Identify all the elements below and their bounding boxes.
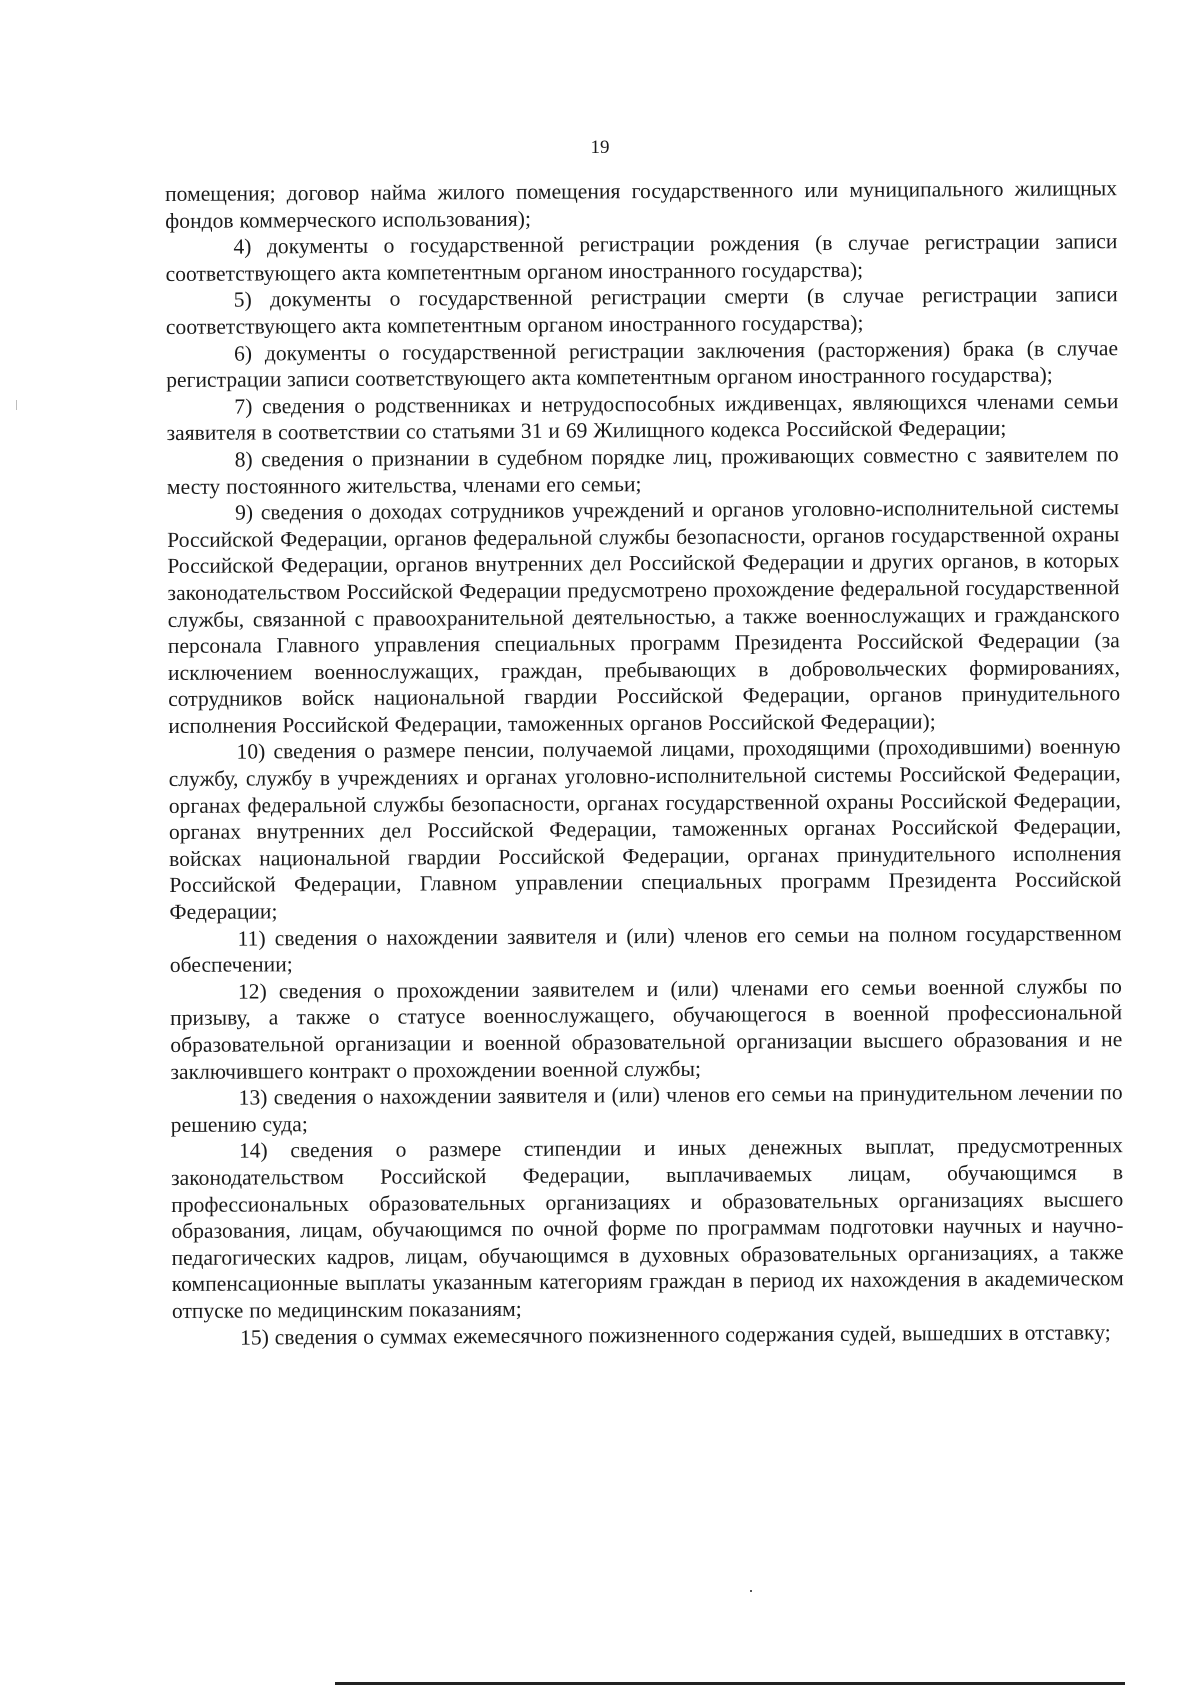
scan-artifact-dot	[750, 1590, 752, 1592]
list-item-6: 6) документы о государственной регистрации заключения (расторжения) брака (в случае регистрации записи соответствующего акта компетентным органом иностранного государства);	[166, 335, 1119, 393]
list-item-10: 10) сведения о размере пенсии, получаемой лицами, проходящими (проходившими) военную службу, службу в учреждениях и органах уголовно-исполнительной системы Российской Федерации, органах федеральной службы безопасности, органах государственной охраны Российской Федерации, органах внутренних дел Российской Федерации, таможенных органах Российской Федерации, войсках национальной гвардии Российской Федерации, органах принудительного исполнения Российской Федерации, Главном управлении специальных программ Президента Российской Федерации;	[168, 734, 1122, 925]
list-item-14: 14) сведения о размере стипендии и иных денежных выплат, предусмотренных законодательством Российской Федерации, выплачиваемых лицам, обучающимся в профессиональных образовательных организациях и образовательных организациях высшего образования, лицам, обучающимся по очной форме по программам подготовки научных и научно-педагогических кадров, лицам, обучающимся в духовных образовательных организациях, а также компенсационные выплаты указанным категориям граждан в период их нахождения в академическом отпуске по медицинским показаниям;	[171, 1133, 1124, 1323]
list-item-8: 8) сведения о признании в судебном порядке лиц, проживающих совместно с заявителем по месту постоянного жительства, членами его семьи;	[166, 442, 1119, 499]
list-item-13: 13) сведения о нахождении заявителя и (или) членов его семьи на принудительном лечении по решению суда;	[170, 1080, 1123, 1137]
list-item-9: 9) сведения о доходах сотрудников учреждений и органов уголовно-исполнительной системы Российской Федерации, органов федеральной службы безопасности, органов государственной охраны Российской Федерации, органов внутренних дел Российской Федерации и других органов, в которых законодательством Российской Федерации предусмотрено прохождение федеральной государственной службы, связанной с правоохранительной деятельностью, а также военнослужащих и гражданского персонала Главного управления специальных программ Президента Российской Федерации (за исключением военнослужащих, граждан, пребывающих в добровольческих формированиях, сотрудников войск национальной гвардии Российской Федерации, органов принудительного исполнения Российской Федерации, таможенных органов Российской Федерации);	[167, 495, 1121, 738]
scan-artifact-mark	[16, 400, 17, 410]
list-item-5: 5) документы о государственной регистрации смерти (в случае регистрации записи соответствующего акта компетентным органом иностранного государства);	[165, 282, 1118, 339]
paragraph-continuation: помещения; договор найма жилого помещения государственного или муниципального жилищных фондов коммерческого использования);	[165, 176, 1118, 233]
list-item-15: 15) сведения о суммах ежемесячного пожизненного содержания судей, вышедших в отставку;	[239, 1319, 1111, 1350]
list-item-12: 12) сведения о прохождении заявителем и (или) членами его семьи военной службы по призыву, а также о статусе военнослужащего, обучающегося в военной профессиональной образовательной организации и военной образовательной организации высшего образования и не заключившего контракт о прохождении военной службы;	[170, 973, 1123, 1084]
document-body	[165, 175, 1124, 1351]
list-item-4: 4) документы о государственной регистрации рождения (в случае регистрации записи соответствующего акта компетентным органом иностранного государства);	[165, 229, 1118, 286]
scan-edge-line	[335, 1682, 1125, 1685]
page-number: 19	[590, 137, 610, 158]
list-item-11: 11) сведения о нахождении заявителя и (или) членов его семьи на полном государственном обеспечении;	[169, 920, 1122, 978]
list-item-7: 7) сведения о родственниках и нетрудоспособных иждивенцах, являющихся членами семьи заявителя в соответствии со статьями 31 и 69 Жилищного кодекса Российской Федерации;	[166, 388, 1119, 446]
